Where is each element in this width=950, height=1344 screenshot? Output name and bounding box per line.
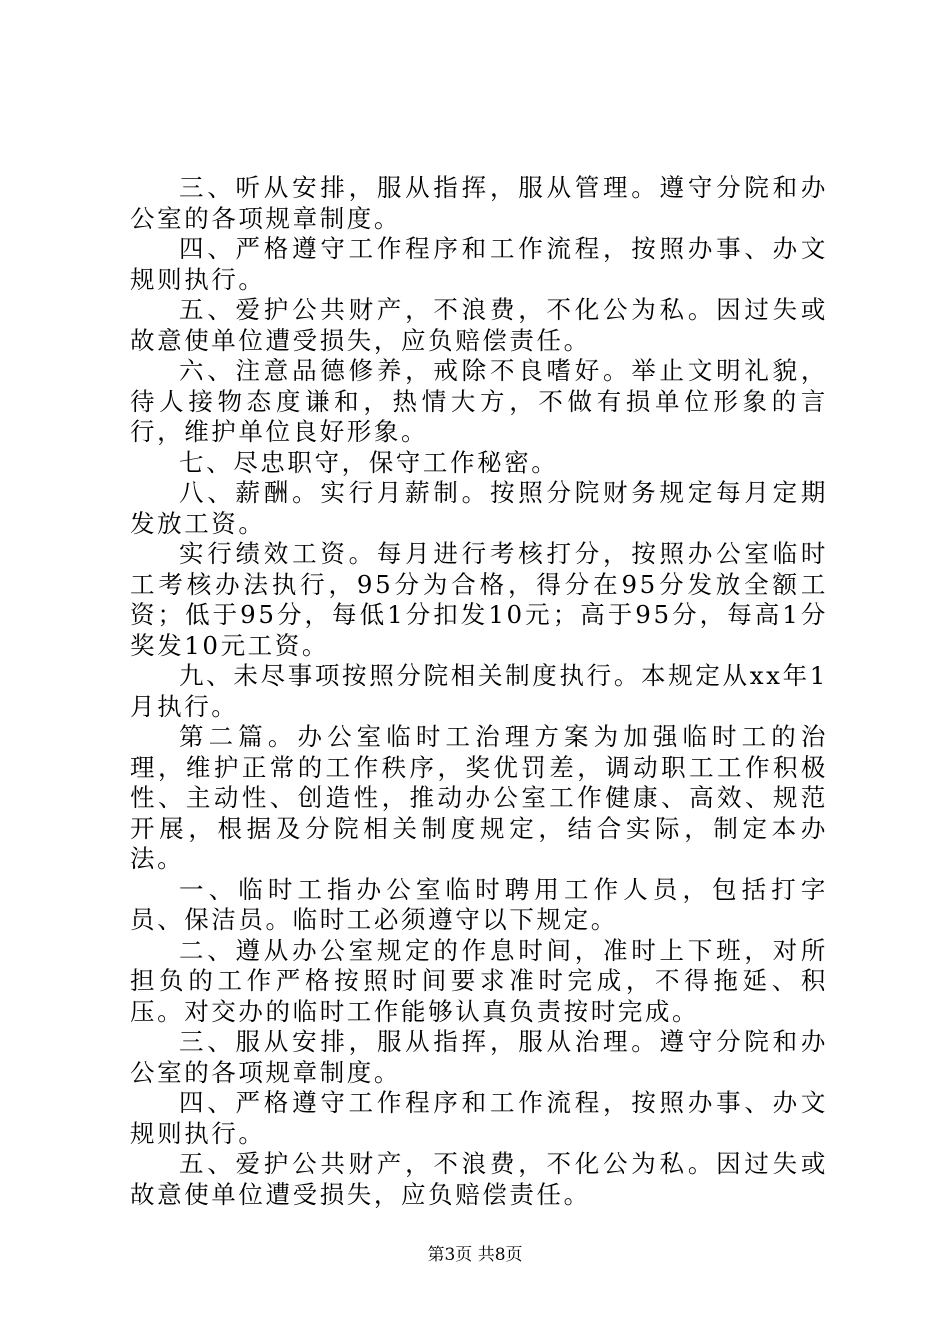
- document-body: [130, 173, 828, 1210]
- paragraph-obey-management: 三、听从安排，服从指挥，服从管理。遵守分院和办公室的各项规章制度。: [130, 173, 828, 233]
- paragraph-obey-arrangement: 三、服从安排，服从指挥，服从治理。遵守分院和办公室的各项规章制度。: [130, 1027, 828, 1087]
- paragraph-part-two-intro: 第二篇。办公室临时工治理方案为加强临时工的治理，维护正常的工作秩序，奖优罚差，调动职工工作积极性、主动性、创造性，推动办公室工作健康、高效、规范开展，根据及分院相关制度规定，结合实际，制定本办法。: [130, 722, 828, 873]
- paragraph-unfinished-matters: 九、未尽事项按照分院相关制度执行。本规定从xx年1月执行。: [130, 661, 828, 721]
- paragraph-moral-conduct: 六、注意品德修养，戒除不良嗜好。举止文明礼貌，待人接物态度谦和，热情大方，不做有损单位形象的言行，维护单位良好形象。: [130, 356, 828, 446]
- paragraph-work-procedure: 四、严格遵守工作程序和工作流程，按照办事、办文规则执行。: [130, 234, 828, 294]
- paragraph-public-property: 五、爱护公共财产，不浪费，不化公为私。因过失或故意使单位遭受损失，应负赔偿责任。: [130, 295, 828, 355]
- paragraph-performance-pay: 实行绩效工资。每月进行考核打分，按照办公室临时工考核办法执行，95分为合格，得分在95分发放全额工资；低于95分，每低1分扣发10元；高于95分，每高1分奖发10元工资。: [130, 539, 828, 660]
- paragraph-temp-worker-definition: 一、临时工指办公室临时聘用工作人员，包括打字员、保洁员。临时工必须遵守以下规定。: [130, 874, 828, 934]
- page-number-footer: 第3页 共8页: [427, 1245, 523, 1265]
- paragraph-salary: 八、薪酬。实行月薪制。按照分院财务规定每月定期发放工资。: [130, 478, 828, 538]
- paragraph-confidentiality: 七、尽忠职守，保守工作秘密。: [179, 447, 559, 477]
- paragraph-public-property-2: 五、爱护公共财产，不浪费，不化公为私。因过失或故意使单位遭受损失，应负赔偿责任。: [130, 1149, 828, 1209]
- paragraph-work-procedure-2: 四、严格遵守工作程序和工作流程，按照办事、办文规则执行。: [130, 1088, 828, 1148]
- paragraph-working-hours: 二、遵从办公室规定的作息时间，准时上下班，对所担负的工作严格按照时间要求准时完成，不得拖延、积压。对交办的临时工作能够认真负责按时完成。: [130, 935, 828, 1026]
